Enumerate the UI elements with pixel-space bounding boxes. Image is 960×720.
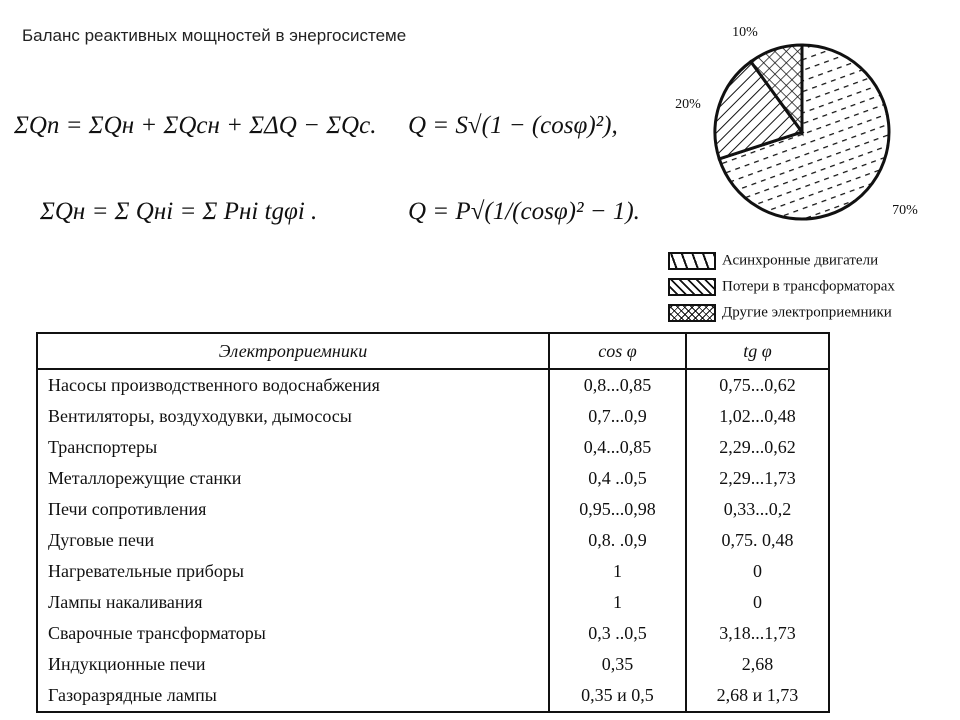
table-row [37, 525, 829, 556]
cell-tg: 0 [686, 587, 829, 618]
cell-cos: 0,8. .0,9 [549, 525, 686, 556]
cell-tg: 0 [686, 556, 829, 587]
cell-consumer: Индукционные печи [37, 649, 549, 680]
cell-tg: 3,18...1,73 [686, 618, 829, 649]
table-row [37, 680, 829, 712]
cell-tg: 2,68 [686, 649, 829, 680]
formula-reactive-balance: ΣQп = ΣQн + ΣQсн + ΣΔQ − ΣQс. [14, 112, 377, 139]
cell-cos: 1 [549, 587, 686, 618]
cell-cos: 1 [549, 556, 686, 587]
cell-cos: 0,3 ..0,5 [549, 618, 686, 649]
hatch-swatch-icon [668, 278, 716, 296]
cell-tg: 0,75...0,62 [686, 369, 829, 401]
cell-consumer: Лампы накаливания [37, 587, 549, 618]
cell-tg: 0,33...0,2 [686, 494, 829, 525]
col-header-tg: tg φ [686, 333, 829, 369]
pie-value-label: 10% [732, 25, 758, 40]
col-header-consumers: Электроприемники [37, 333, 549, 369]
cell-tg: 2,29...0,62 [686, 432, 829, 463]
table-row [37, 649, 829, 680]
cell-cos: 0,4...0,85 [549, 432, 686, 463]
cell-cos: 0,7...0,9 [549, 401, 686, 432]
table-row [37, 401, 829, 432]
cell-consumer: Дуговые печи [37, 525, 549, 556]
pie-value-label: 20% [675, 97, 701, 112]
legend-item-motors [668, 252, 878, 270]
cell-cos: 0,95...0,98 [549, 494, 686, 525]
legend-label: Асинхронные двигатели [722, 252, 879, 269]
hatch-swatch-icon [668, 304, 716, 322]
cell-consumer: Сварочные трансформаторы [37, 618, 549, 649]
cell-consumer: Газоразрядные лампы [37, 680, 549, 712]
cell-consumer: Печи сопротивления [37, 494, 549, 525]
table-header-row [37, 333, 829, 369]
cell-consumer: Вентиляторы, воздуходувки, дымососы [37, 401, 549, 432]
cell-tg: 1,02...0,48 [686, 401, 829, 432]
cell-tg: 0,75. 0,48 [686, 525, 829, 556]
cell-consumer: Транспортеры [37, 432, 549, 463]
pie-value-label: 70% [892, 203, 918, 218]
col-header-cos: cos φ [549, 333, 686, 369]
cell-consumer: Металлорежущие станки [37, 463, 549, 494]
legend-label: Потери в трансформаторах [722, 278, 895, 295]
table-row [37, 463, 829, 494]
table-row [37, 587, 829, 618]
cell-cos: 0,4 ..0,5 [549, 463, 686, 494]
table-row [37, 369, 829, 401]
table-row [37, 494, 829, 525]
cell-cos: 0,35 и 0,5 [549, 680, 686, 712]
formula-q-from-s: Q = S√(1 − (cosφ)²), [408, 112, 618, 139]
table-row [37, 556, 829, 587]
formula-load-sum: ΣQн = Σ Qнi = Σ Pнi tgφi . [40, 198, 318, 225]
cell-consumer: Насосы производственного водоснабжения [37, 369, 549, 401]
formula-q-from-p: Q = P√(1/(cosφ)² − 1). [408, 198, 640, 225]
cell-cos: 0,8...0,85 [549, 369, 686, 401]
legend-label: Другие электроприемники [722, 304, 892, 321]
table-row [37, 618, 829, 649]
cell-consumer: Нагревательные приборы [37, 556, 549, 587]
legend-item-transformer-losses [668, 278, 895, 296]
cell-tg: 2,29...1,73 [686, 463, 829, 494]
cell-tg: 2,68 и 1,73 [686, 680, 829, 712]
legend-item-other-consumers [668, 304, 892, 322]
hatch-swatch-icon [668, 252, 716, 270]
cell-cos: 0,35 [549, 649, 686, 680]
page-title: Баланс реактивных мощностей в энергосистеме [22, 26, 407, 45]
power-factor-table [36, 332, 830, 713]
table-row [37, 432, 829, 463]
